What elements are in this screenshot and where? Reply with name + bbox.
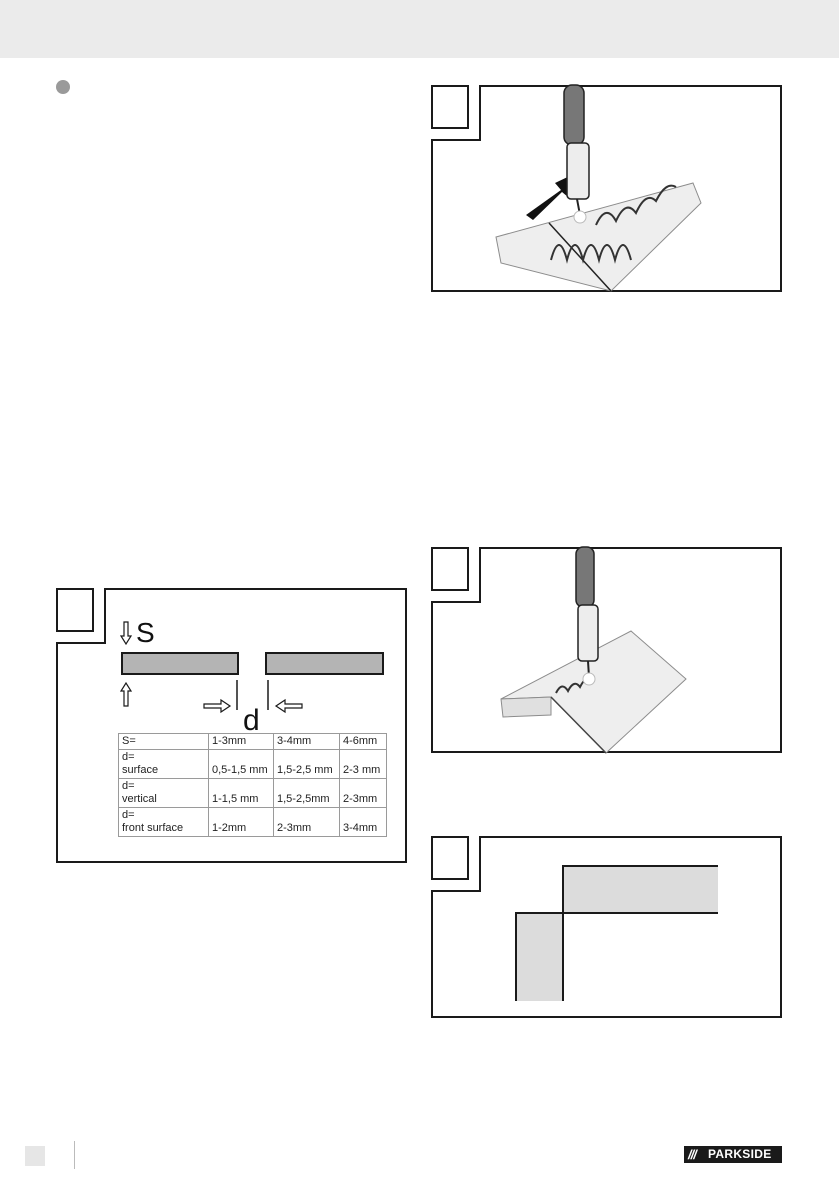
figure-lap-joint xyxy=(431,836,783,1019)
parkside-logo xyxy=(684,1146,782,1163)
table-cell: S= xyxy=(119,734,209,750)
figure-corner-welding xyxy=(431,547,783,754)
gap-spec-table-body xyxy=(119,734,387,837)
table-cell: d= front surface xyxy=(119,808,209,837)
thickness-symbol: S xyxy=(136,617,155,648)
table-cell: 4-6mm xyxy=(340,734,387,750)
figure-corner-welding-drawing xyxy=(431,547,783,754)
bullet-marker xyxy=(56,80,70,94)
table-cell: d= vertical xyxy=(119,779,209,808)
table-cell: 1-3mm xyxy=(209,734,274,750)
figure-weave-welding xyxy=(431,85,783,293)
table-cell: 3-4mm xyxy=(274,734,340,750)
table-cell: 2-3mm xyxy=(274,808,340,837)
table-cell: 3-4mm xyxy=(340,808,387,837)
table-cell: d= surface xyxy=(119,750,209,779)
table-row xyxy=(119,808,387,837)
table-row xyxy=(119,750,387,779)
figure-weave-welding-drawing xyxy=(431,85,783,293)
footer-divider xyxy=(74,1141,75,1169)
figure-lap-joint-drawing xyxy=(431,836,783,1019)
logo-slashes: /// xyxy=(688,1147,696,1162)
table-cell: 1,5-2,5 mm xyxy=(274,750,340,779)
table-cell: 1-2mm xyxy=(209,808,274,837)
table-cell: 0,5-1,5 mm xyxy=(209,750,274,779)
logo-name: PARKSIDE xyxy=(708,1147,772,1161)
gap-spec-table xyxy=(118,733,387,837)
figure-gap-table xyxy=(56,588,408,864)
table-row xyxy=(119,734,387,750)
table-cell: 1-1,5 mm xyxy=(209,779,274,808)
gap-symbol: d xyxy=(243,704,260,737)
table-cell: 1,5-2,5mm xyxy=(274,779,340,808)
header-band xyxy=(0,0,839,58)
table-cell: 2-3mm xyxy=(340,779,387,808)
table-row xyxy=(119,779,387,808)
table-cell: 2-3 mm xyxy=(340,750,387,779)
page-number-box xyxy=(25,1146,45,1166)
